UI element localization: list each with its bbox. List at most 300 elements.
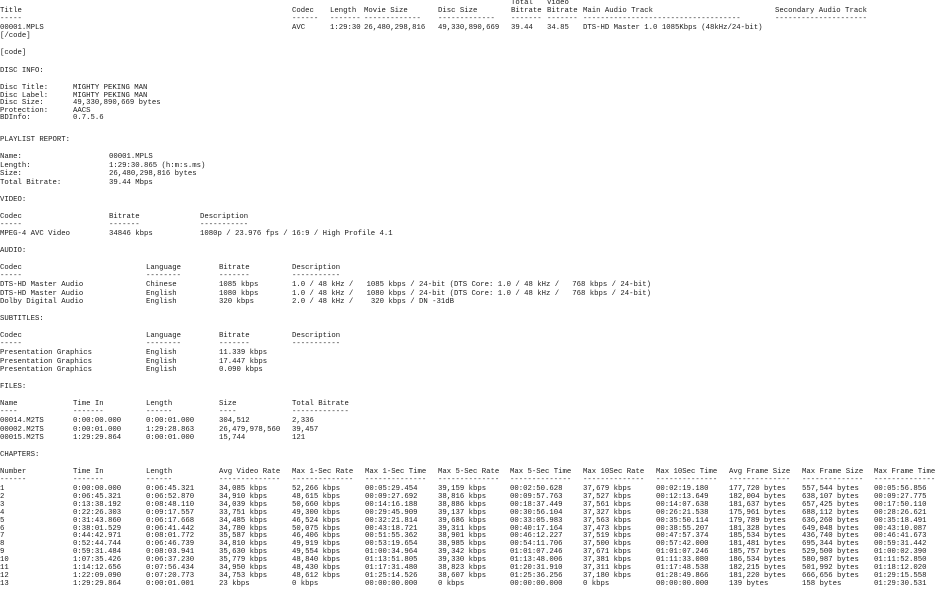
playlist-value: 26,480,298,816 bytes: [109, 170, 197, 178]
disc-info-value: MIGHTY PEKING MAN: [73, 84, 148, 92]
code-close-tag: [/code]: [0, 32, 31, 40]
subtitles-cell: 0.090 kbps: [219, 366, 263, 374]
chapters-cell: 46,524 kbps: [292, 516, 341, 525]
chapters-cell: 0:06:46.739: [146, 540, 195, 549]
summary-header-video_bitrate-line1: Video: [547, 0, 569, 7]
chapters-cell: 01:01:07.246: [510, 548, 563, 557]
chapters-cell: 49,554 kbps: [292, 548, 341, 557]
chapters-cell: 11: [0, 564, 9, 572]
chapters-separator: --------------: [583, 476, 645, 484]
chapters-cell: 00:29:45.909: [365, 508, 418, 517]
chapters-cell: 37,561 kbps: [583, 500, 632, 509]
chapters-cell: 39,342 kbps: [438, 548, 487, 557]
chapters-cell: 4: [0, 508, 5, 517]
chapters-cell: 185,757 bytes: [729, 548, 786, 557]
chapters-cell: 9: [0, 548, 5, 557]
summary-header-title: Title: [0, 7, 22, 15]
chapters-cell: 00:14:07.638: [656, 500, 709, 509]
chapters-cell: 0:00:00.000: [73, 485, 122, 493]
audio-cell: DTS-HD Master Audio: [0, 281, 84, 289]
chapters-cell: 00:00:00.000: [365, 579, 418, 588]
chapters-cell: 48,840 kbps: [292, 556, 341, 565]
chapters-cell: 38,886 kbps: [438, 500, 487, 509]
chapters-cell: 00:17:50.110: [874, 500, 927, 509]
chapters-cell: 00:28:26.621: [874, 508, 927, 517]
subtitles-cell: English: [146, 349, 177, 357]
disc-info-label: BDInfo:: [0, 114, 31, 123]
video-cell: 1080p / 23.976 fps / 16:9 / High Profile 4.1: [200, 230, 393, 238]
video-cell: MPEG-4 AVC Video: [0, 230, 71, 238]
audio-heading: AUDIO:: [0, 247, 27, 255]
subtitles-column-header: Codec: [0, 332, 22, 340]
chapters-cell: 638,107 bytes: [802, 492, 859, 501]
chapters-column-header: Max 10Sec Time: [656, 468, 718, 476]
chapters-cell: 39,311 kbps: [438, 524, 487, 533]
chapters-column-header: Max 1-Sec Rate: [292, 468, 354, 476]
chapters-cell: 182,215 bytes: [729, 564, 786, 572]
chapters-cell: 8: [0, 540, 5, 549]
chapters-cell: 436,740 bytes: [802, 532, 859, 541]
chapters-cell: 2: [0, 492, 5, 501]
playlist-report-heading: PLAYLIST REPORT:: [0, 136, 71, 144]
chapters-cell: 48,612 kbps: [292, 571, 341, 580]
chapters-column-header: Max 5-Sec Rate: [438, 468, 500, 476]
files-column-header: Length: [146, 400, 173, 408]
subtitles-column-header: Description: [292, 332, 341, 340]
files-separator: ----: [0, 408, 18, 416]
summary-cell-disc_size: 49,330,890,669: [438, 24, 500, 32]
summary-header-length: Length: [330, 7, 357, 15]
files-cell: 304,512: [219, 417, 250, 425]
chapters-cell: 0:38:01.529: [73, 524, 122, 533]
playlist-label: Length:: [0, 161, 31, 170]
chapters-separator: --------------: [729, 476, 791, 484]
chapters-cell: 1:29:29.864: [73, 579, 122, 588]
chapters-cell: 1:14:12.656: [73, 564, 122, 572]
chapters-cell: 00:46:12.227: [510, 532, 563, 541]
chapters-cell: 01:25:36.256: [510, 571, 563, 580]
chapters-cell: 34,910 kbps: [219, 492, 268, 501]
audio-column-header: Language: [146, 264, 182, 272]
chapters-cell: 182,004 bytes: [729, 492, 786, 501]
subtitles-cell: Presentation Graphics: [0, 349, 92, 357]
chapters-cell: 00:14:16.188: [365, 500, 418, 509]
chapters-cell: 657,425 bytes: [802, 500, 859, 509]
chapters-cell: 39,686 kbps: [438, 516, 487, 525]
chapters-cell: 01:29:30.531: [874, 579, 927, 588]
chapters-cell: 0:06:45.321: [146, 485, 195, 493]
chapters-cell: 34,085 kbps: [219, 485, 268, 493]
summary-separator-secondary_audio: ---------------------: [775, 15, 867, 23]
chapters-cell: 0:07:56.434: [146, 564, 195, 572]
chapters-cell: 37,563 kbps: [583, 516, 632, 525]
chapters-cell: 49,919 kbps: [292, 540, 341, 549]
chapters-cell: 179,789 bytes: [729, 516, 786, 525]
files-cell: 0:00:01.000: [146, 434, 195, 442]
disc-info-label: Protection:: [0, 106, 49, 115]
subtitles-column-header: Language: [146, 332, 182, 340]
subtitles-heading: SUBTITLES:: [0, 315, 44, 323]
chapters-cell: 46,406 kbps: [292, 532, 341, 541]
chapters-cell: 01:17:48.538: [656, 564, 709, 572]
chapters-column-header: Number: [0, 468, 27, 476]
chapters-cell: 1:22:09.090: [73, 571, 122, 580]
chapters-cell: 37,473 kbps: [583, 524, 632, 533]
chapters-cell: 34,810 kbps: [219, 540, 268, 549]
files-column-header: Size: [219, 400, 237, 408]
summary-cell-title: 00001.MPLS: [0, 24, 44, 32]
chapters-cell: 00:38:55.207: [656, 524, 709, 533]
files-cell: 2,336: [292, 417, 314, 425]
chapters-cell: 01:13:51.805: [365, 556, 418, 565]
video-separator: -----------: [200, 221, 249, 229]
disc-info-label: Disc Size:: [0, 99, 44, 108]
disc-info-value: AACS: [73, 106, 91, 115]
chapters-column-header: Max 1-Sec Time: [365, 468, 427, 476]
files-separator: ------: [146, 408, 173, 416]
chapters-cell: 0 kbps: [292, 579, 319, 588]
subtitles-column-header: Bitrate: [219, 332, 250, 340]
chapters-cell: 37,381 kbps: [583, 556, 632, 565]
audio-cell: 1.0 / 48 kHz / 1080 kbps / 24-bit (DTS Core: 1.0 / 48 kHz / 768 kbps / 24-bit): [292, 289, 652, 298]
chapters-cell: 00:54:11.706: [510, 540, 563, 549]
chapters-column-header: Max 5-Sec Time: [510, 468, 572, 476]
chapters-separator: --------------: [874, 476, 936, 484]
chapters-cell: 529,500 bytes: [802, 548, 859, 557]
chapters-cell: 00:30:56.104: [510, 508, 563, 517]
files-cell: 1:29:29.864: [73, 434, 122, 442]
chapters-cell: 34,039 kbps: [219, 500, 268, 509]
summary-separator-movie_size: -------------: [364, 15, 421, 23]
chapters-cell: 181,220 bytes: [729, 571, 786, 580]
chapters-cell: 01:17:31.480: [365, 564, 418, 572]
chapters-separator: --------------: [365, 476, 427, 484]
chapters-cell: 49,300 kbps: [292, 508, 341, 517]
disc-info-value: MIGHTY PEKING MAN: [73, 91, 148, 100]
audio-column-header: Description: [292, 264, 341, 272]
chapters-cell: 0:09:17.557: [146, 508, 195, 517]
chapters-cell: 00:02:19.180: [656, 485, 709, 493]
summary-separator-main_audio: ------------------------------------: [583, 15, 741, 23]
video-column-header: Codec: [0, 213, 22, 221]
chapters-separator: --------------: [219, 476, 281, 484]
summary-header-total_bitrate-line2: Bitrate: [511, 7, 542, 15]
chapters-cell: 00:12:13.649: [656, 492, 709, 501]
chapters-cell: 23 kbps: [219, 579, 250, 588]
chapters-cell: 34,780 kbps: [219, 524, 268, 533]
chapters-cell: 50,660 kbps: [292, 500, 341, 509]
chapters-cell: 00:57:42.000: [656, 540, 709, 549]
files-cell: 15,744: [219, 434, 246, 442]
chapters-cell: 00:18:37.449: [510, 500, 563, 509]
chapters-cell: 00:35:50.114: [656, 516, 709, 525]
chapters-cell: 35,630 kbps: [219, 548, 268, 557]
summary-cell-main_audio: DTS-HD Master 1.0 1085Kbps (48kHz/24-bit): [583, 24, 763, 32]
summary-separator-disc_size: -------------: [438, 15, 495, 23]
files-separator: -------: [73, 408, 104, 416]
audio-separator: -----------: [292, 272, 341, 280]
chapters-cell: 01:20:31.910: [510, 564, 563, 572]
playlist-label: Total Bitrate:: [0, 178, 62, 187]
chapters-cell: 37,311 kbps: [583, 564, 632, 572]
chapters-cell: 0:22:26.303: [73, 508, 122, 517]
chapters-cell: 00:53:19.654: [365, 540, 418, 549]
subtitles-cell: English: [146, 357, 177, 366]
chapters-cell: 649,048 bytes: [802, 524, 859, 533]
chapters-cell: 00:00:00.000: [510, 579, 563, 588]
chapters-cell: 48,430 kbps: [292, 564, 341, 572]
chapters-cell: 37,671 kbps: [583, 548, 632, 557]
files-cell: 00015.M2TS: [0, 434, 44, 442]
code-open-tag: [code]: [0, 49, 27, 57]
files-cell: 39,457: [292, 425, 319, 434]
chapters-cell: 0:06:17.668: [146, 516, 195, 525]
audio-separator: --------: [146, 272, 182, 280]
chapters-cell: 186,534 bytes: [729, 556, 786, 565]
chapters-column-header: Max Frame Size: [802, 468, 864, 476]
files-cell: 0:00:01.000: [73, 425, 122, 434]
summary-header-video_bitrate-line2: Bitrate: [547, 7, 578, 15]
audio-cell: 320 kbps: [219, 298, 255, 306]
playlist-label: Size:: [0, 170, 22, 178]
subtitles-separator: -----------: [292, 340, 341, 348]
video-separator: -----: [0, 221, 22, 229]
audio-cell: 1.0 / 48 kHz / 1085 kbps / 24-bit (DTS Core: 1.0 / 48 kHz / 768 kbps / 24-bit): [292, 281, 652, 289]
chapters-cell: 34,753 kbps: [219, 571, 268, 580]
chapters-cell: 10: [0, 556, 9, 565]
chapters-cell: 0:31:43.860: [73, 516, 122, 525]
chapters-cell: 00:00:00.000: [656, 579, 709, 588]
chapters-cell: 0:06:41.442: [146, 524, 195, 533]
files-cell: 0:00:00.000: [73, 417, 122, 425]
chapters-cell: 01:28:49.866: [656, 571, 709, 580]
summary-separator-length: -------: [330, 15, 361, 23]
chapters-cell: 00:46:41.673: [874, 532, 927, 541]
chapters-cell: 01:11:52.850: [874, 556, 927, 565]
audio-separator: -------: [219, 272, 250, 280]
chapters-separator: --------------: [802, 476, 864, 484]
chapters-cell: 0 kbps: [438, 579, 465, 588]
summary-header-movie_size: Movie Size: [364, 7, 408, 15]
chapters-cell: 01:00:02.390: [874, 548, 927, 557]
chapters-cell: 0:44:42.971: [73, 532, 122, 541]
summary-header-main_audio: Main Audio Track: [583, 7, 654, 15]
chapters-cell: 175,961 bytes: [729, 508, 786, 517]
chapters-cell: 01:00:34.964: [365, 548, 418, 557]
chapters-column-header: Avg Frame Size: [729, 468, 791, 476]
chapters-cell: 0:08:03.941: [146, 548, 195, 557]
chapters-cell: 0:00:01.001: [146, 579, 195, 588]
chapters-cell: 158 bytes: [802, 579, 842, 588]
chapters-cell: 00:43:10.087: [874, 524, 927, 533]
files-heading: FILES:: [0, 383, 27, 391]
chapters-cell: 37,500 kbps: [583, 540, 632, 549]
files-column-header: Name: [0, 400, 18, 408]
chapters-cell: 39,159 kbps: [438, 485, 487, 493]
chapters-cell: 35,779 kbps: [219, 556, 268, 565]
chapters-cell: 37,527 kbps: [583, 492, 632, 501]
chapters-cell: 37,327 kbps: [583, 508, 632, 517]
chapters-cell: 666,656 bytes: [802, 571, 859, 580]
chapters-cell: 1: [0, 485, 5, 493]
audio-cell: 1080 kbps: [219, 289, 259, 298]
chapters-cell: 0:08:01.772: [146, 532, 195, 541]
audio-cell: DTS-HD Master Audio: [0, 289, 84, 298]
chapters-cell: 38,607 kbps: [438, 571, 487, 580]
summary-header-total_bitrate-line1: Total: [511, 0, 533, 7]
files-cell: 121: [292, 434, 306, 442]
subtitles-cell: Presentation Graphics: [0, 366, 92, 374]
subtitles-cell: 11.339 kbps: [219, 349, 268, 357]
disc-info-heading: DISC INFO:: [0, 67, 44, 75]
files-cell: 00002.M2TS: [0, 425, 44, 434]
subtitles-cell: Presentation Graphics: [0, 357, 92, 366]
chapters-cell: 0:08:48.110: [146, 500, 195, 509]
chapters-cell: 181,481 bytes: [729, 540, 786, 549]
files-separator: -------------: [292, 408, 349, 416]
chapters-cell: 01:18:12.020: [874, 564, 927, 572]
chapters-cell: 636,260 bytes: [802, 516, 859, 525]
summary-header-secondary_audio: Secondary Audio Track: [775, 7, 867, 15]
chapters-cell: 48,615 kbps: [292, 492, 341, 501]
chapters-cell: 01:01:07.246: [656, 548, 709, 557]
chapters-cell: 34,485 kbps: [219, 516, 268, 525]
chapters-cell: 185,534 bytes: [729, 532, 786, 541]
playlist-label: Name:: [0, 153, 22, 161]
files-cell: 26,479,978,560: [219, 425, 281, 434]
chapters-cell: 39,330 kbps: [438, 556, 487, 565]
files-cell: 0:00:01.000: [146, 417, 195, 425]
summary-header-codec: Codec: [292, 7, 314, 15]
chapters-cell: 38,985 kbps: [438, 540, 487, 549]
chapters-column-header: Time In: [73, 468, 104, 476]
audio-cell: 2.0 / 48 kHz / 320 kbps / DN -31dB: [292, 298, 455, 306]
chapters-cell: 181,637 bytes: [729, 500, 786, 509]
chapters-cell: 0:06:37.230: [146, 556, 195, 565]
chapters-separator: --------------: [438, 476, 500, 484]
summary-cell-length: 1:29:30: [330, 24, 361, 32]
files-cell: 00014.M2TS: [0, 417, 44, 425]
chapters-cell: 50,075 kbps: [292, 524, 341, 533]
chapters-cell: 00:26:21.538: [656, 508, 709, 517]
summary-cell-codec: AVC: [292, 24, 306, 32]
chapters-cell: 52,266 kbps: [292, 485, 341, 493]
chapters-cell: 01:25:14.526: [365, 571, 418, 580]
chapters-separator: --------------: [510, 476, 572, 484]
chapters-cell: 5: [0, 516, 5, 525]
summary-separator-codec: ------: [292, 15, 319, 23]
playlist-value: 1:29:30.865 (h:m:s.ms): [109, 161, 206, 170]
disc-info-value: 0.7.5.6: [73, 114, 104, 123]
files-column-header: Total Bitrate: [292, 400, 349, 408]
chapters-cell: 00:43:18.721: [365, 524, 418, 533]
subtitles-separator: -----: [0, 340, 22, 348]
chapters-cell: 00:32:21.814: [365, 516, 418, 525]
video-column-header: Description: [200, 213, 249, 221]
chapters-cell: 35,587 kbps: [219, 532, 268, 541]
chapters-cell: 00:09:57.763: [510, 492, 563, 501]
audio-separator: -----: [0, 272, 22, 280]
chapters-separator: -------: [73, 476, 104, 484]
chapters-cell: 557,544 bytes: [802, 485, 859, 493]
summary-cell-video_bitrate: 34.85: [547, 24, 569, 32]
chapters-cell: 0:07:20.773: [146, 571, 195, 580]
chapters-cell: 01:29:15.558: [874, 571, 927, 580]
disc-info-value: 49,330,890,669 bytes: [73, 99, 161, 108]
chapters-cell: 00:05:29.454: [365, 485, 418, 493]
chapters-cell: 37,519 kbps: [583, 532, 632, 541]
chapters-cell: 181,328 bytes: [729, 524, 786, 533]
chapters-cell: 7: [0, 532, 5, 541]
chapters-cell: 00:51:55.362: [365, 532, 418, 541]
chapters-cell: 00:33:05.983: [510, 516, 563, 525]
audio-column-header: Bitrate: [219, 264, 250, 272]
chapters-cell: 0 kbps: [583, 579, 610, 588]
summary-header-disc_size: Disc Size: [438, 7, 478, 15]
audio-cell: Chinese: [146, 281, 177, 289]
chapters-heading: CHAPTERS:: [0, 451, 40, 459]
chapters-cell: 00:02:50.628: [510, 485, 563, 493]
files-column-header: Time In: [73, 400, 104, 408]
chapters-cell: 12: [0, 571, 9, 580]
chapters-cell: 00:59:31.442: [874, 540, 927, 549]
audio-cell: Dolby Digital Audio: [0, 298, 84, 306]
chapters-cell: 139 bytes: [729, 579, 769, 588]
files-cell: 1:29:28.863: [146, 425, 195, 434]
summary-separator-total_bitrate: -------: [511, 15, 542, 23]
chapters-cell: 1:07:35.426: [73, 556, 122, 565]
chapters-column-header: Length: [146, 468, 173, 476]
video-cell: 34846 kbps: [109, 230, 153, 238]
video-column-header: Bitrate: [109, 213, 140, 221]
audio-cell: English: [146, 289, 177, 298]
chapters-cell: 39,137 kbps: [438, 508, 487, 517]
chapters-cell: 177,720 bytes: [729, 485, 786, 493]
chapters-cell: 0:06:52.870: [146, 492, 195, 501]
chapters-cell: 0:13:38.192: [73, 500, 122, 509]
subtitles-separator: --------: [146, 340, 182, 348]
chapters-cell: 37,180 kbps: [583, 571, 632, 580]
chapters-separator: --------------: [656, 476, 718, 484]
playlist-value: 00001.MPLS: [109, 153, 153, 161]
chapters-cell: 688,112 bytes: [802, 508, 859, 517]
chapters-cell: 34,950 kbps: [219, 564, 268, 572]
video-separator: -------: [109, 221, 140, 229]
chapters-cell: 00:09:27.692: [365, 492, 418, 501]
chapters-cell: 00:35:18.491: [874, 516, 927, 525]
video-heading: VIDEO:: [0, 196, 27, 204]
subtitles-cell: English: [146, 366, 177, 374]
chapters-separator: ------: [146, 476, 173, 484]
chapters-column-header: Avg Video Rate: [219, 468, 281, 476]
chapters-cell: 01:13:48.006: [510, 556, 563, 565]
chapters-cell: 00:05:56.856: [874, 485, 927, 493]
summary-separator-video_bitrate: -------: [547, 15, 578, 23]
chapters-cell: 00:47:57.374: [656, 532, 709, 541]
chapters-cell: 00:09:27.775: [874, 492, 927, 501]
playlist-value: 39.44 Mbps: [109, 178, 153, 187]
chapters-column-header: Max 10Sec Rate: [583, 468, 645, 476]
chapters-column-header: Max Frame Time: [874, 468, 936, 476]
subtitles-separator: -------: [219, 340, 250, 348]
audio-cell: English: [146, 298, 177, 306]
chapters-cell: 38,823 kbps: [438, 564, 487, 572]
disc-info-label: Disc Label:: [0, 91, 49, 100]
chapters-separator: --------------: [292, 476, 354, 484]
chapters-separator: ------: [0, 476, 27, 484]
chapters-cell: 501,992 bytes: [802, 564, 859, 572]
chapters-cell: 0:52:44.744: [73, 540, 122, 549]
